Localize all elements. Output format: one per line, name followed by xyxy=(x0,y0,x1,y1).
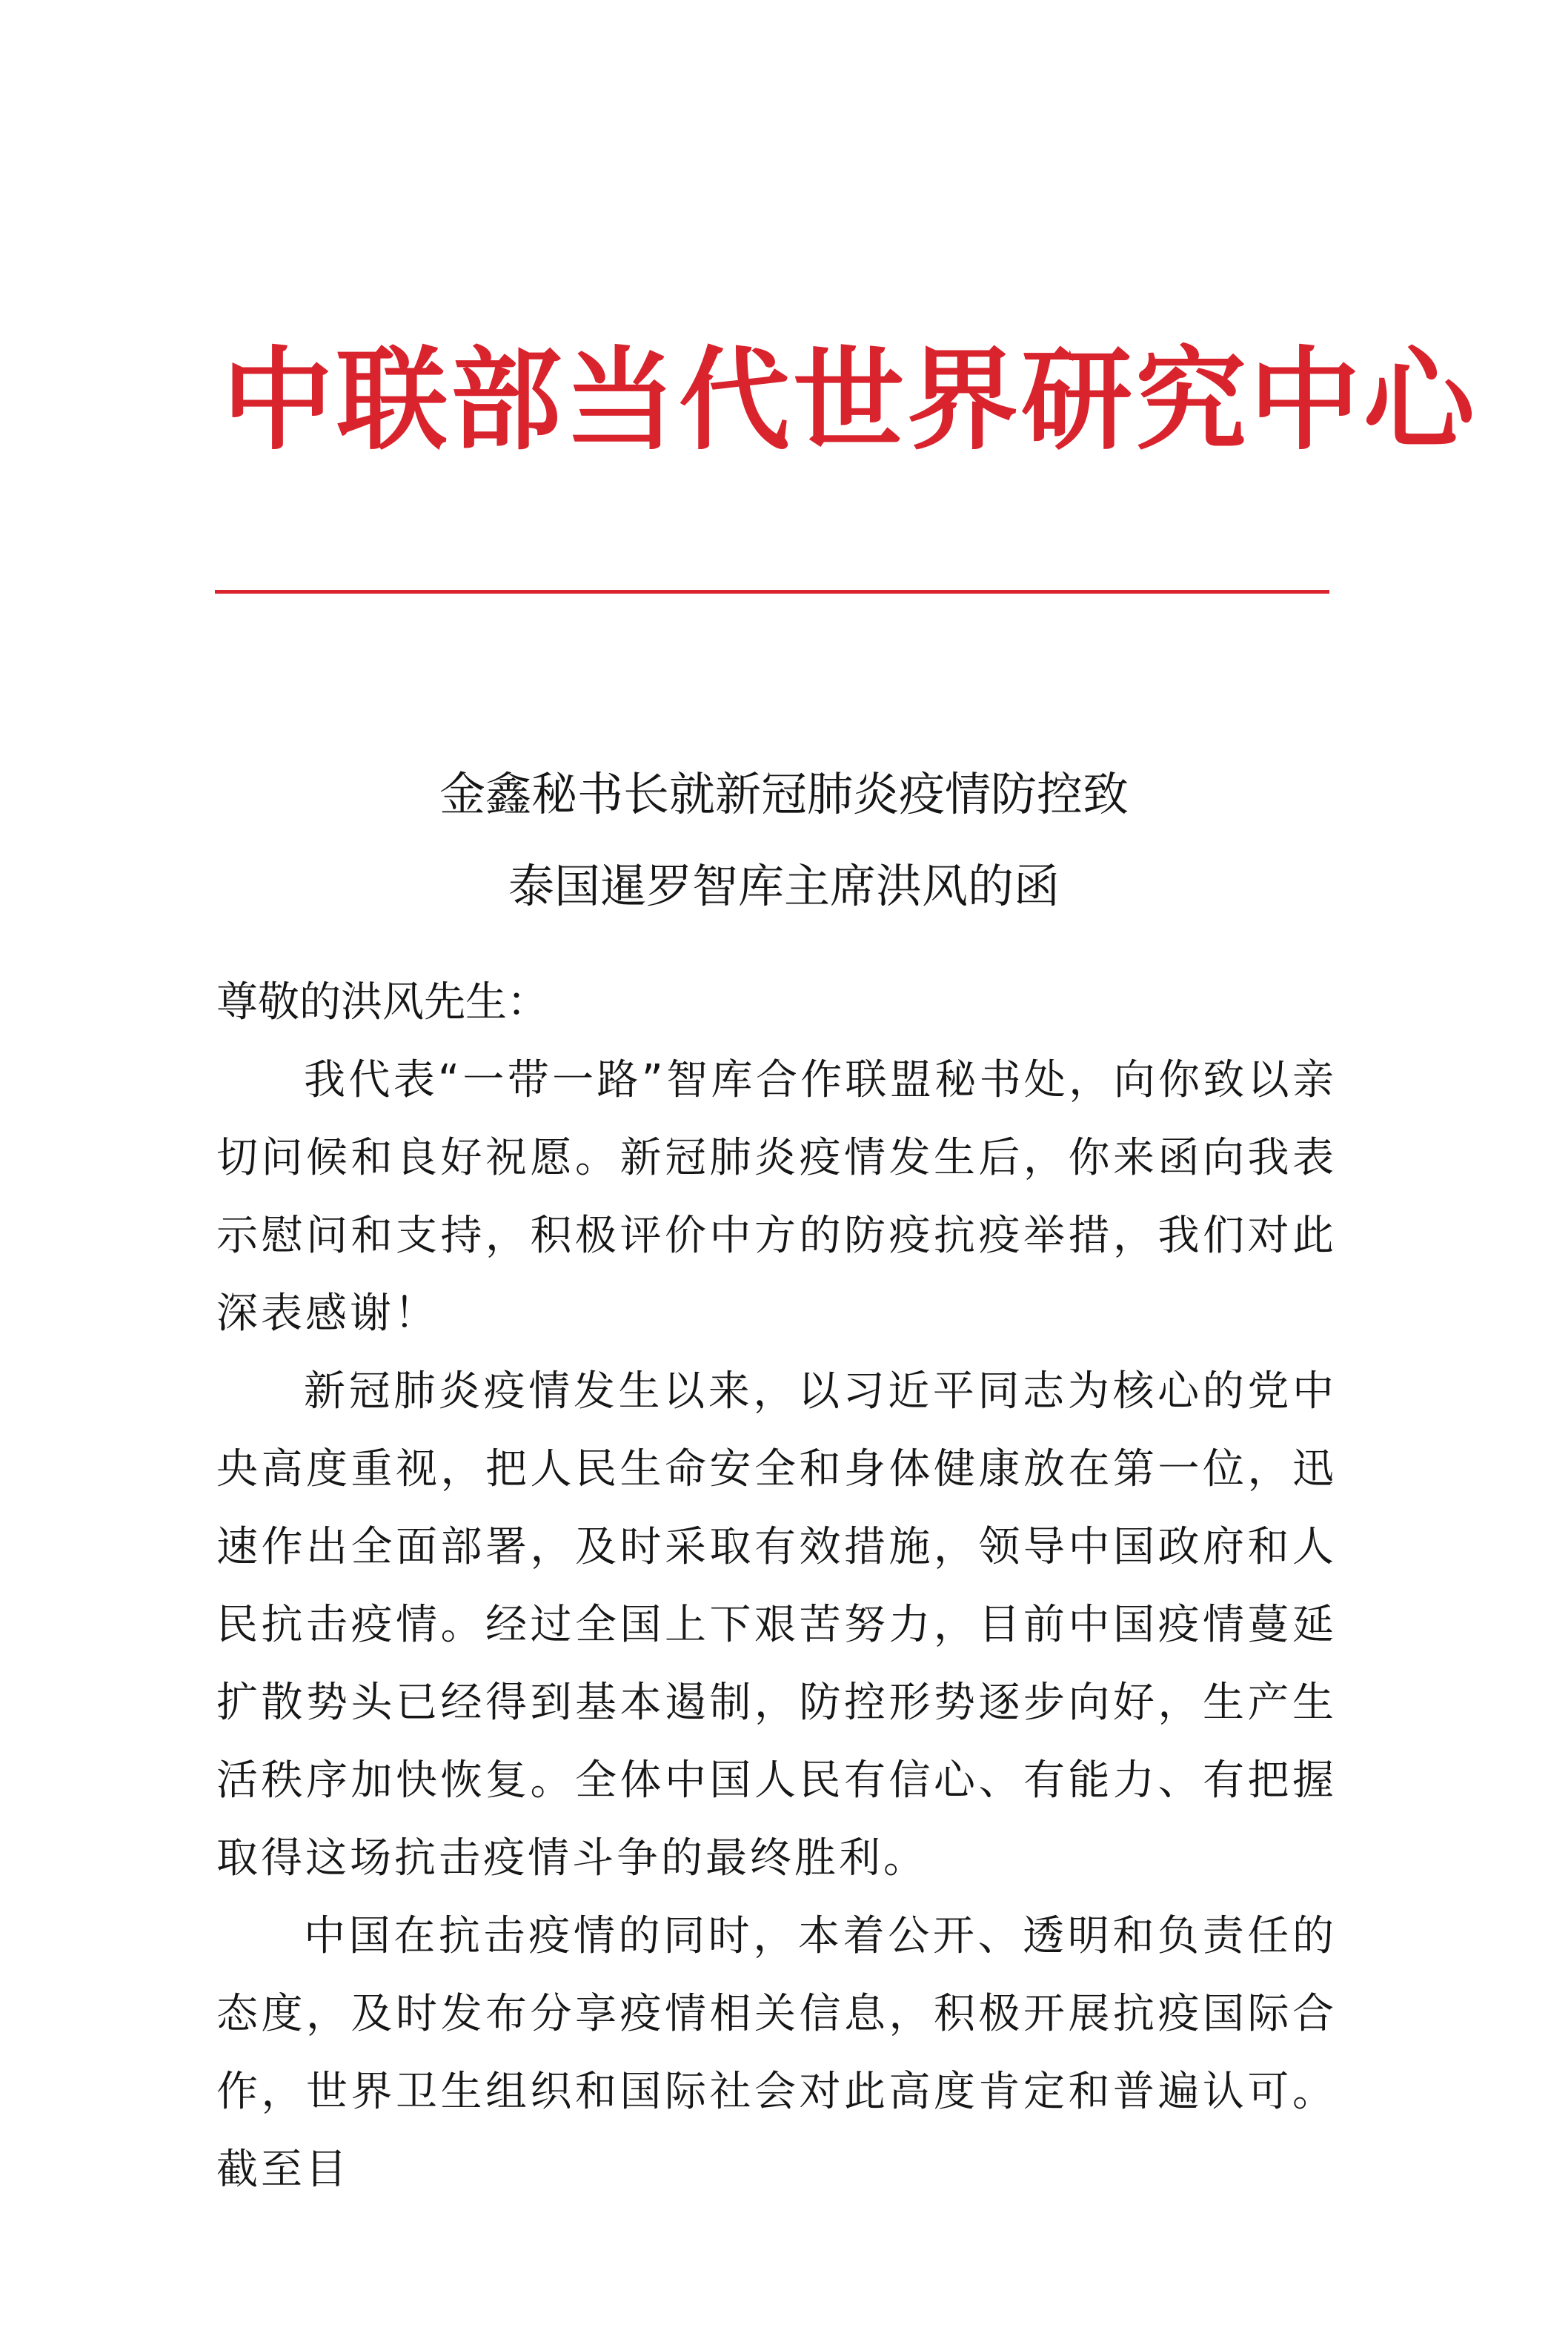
document-title-line-2: 泰国暹罗智库主席洪风的函 xyxy=(508,859,1060,913)
letter-body xyxy=(216,963,1337,2209)
body-paragraph-1: 我代表“一带一路”智库合作联盟秘书处，向你致以亲切问候和良好祝愿。新冠肺炎疫情发生后，你来函向我表示慰问和支持，积极评价中方的防疫抗疫举措，我们对此深表感谢！ xyxy=(216,1056,1337,1338)
document-title-line-1: 金鑫秘书长就新冠肺炎疫情防控致 xyxy=(439,767,1129,821)
document-title xyxy=(148,749,1420,932)
body-paragraph-3: 中国在抗击疫情的同时，本着公开、透明和负责任的态度，及时发布分享疫情相关信息，积极开展抗疫国际合作，世界卫生组织和国际社会对此高度肯定和普遍认可。截至目 xyxy=(216,1912,1337,2194)
letterhead-organization-name: 中联部当代世界研究中心 xyxy=(222,335,1478,465)
salutation: 尊敬的洪风先生： xyxy=(216,978,548,1026)
letterhead-red-rule xyxy=(215,590,1329,594)
body-paragraph-2: 新冠肺炎疫情发生以来，以习近平同志为核心的党中央高度重视，把人民生命安全和身体健康放在第一位，迅速作出全面部署，及时采取有效措施，领导中国政府和人民抗击疫情。经过全国上下艰苦努力，目前中国疫情蔓延扩散势头已经得到基本遏制，防控形势逐步向好，生产生活秩序加快恢复。全体中国人民有信心、有能力、有把握取得这场抗击疫情斗争的最终胜利。 xyxy=(216,1367,1337,1882)
